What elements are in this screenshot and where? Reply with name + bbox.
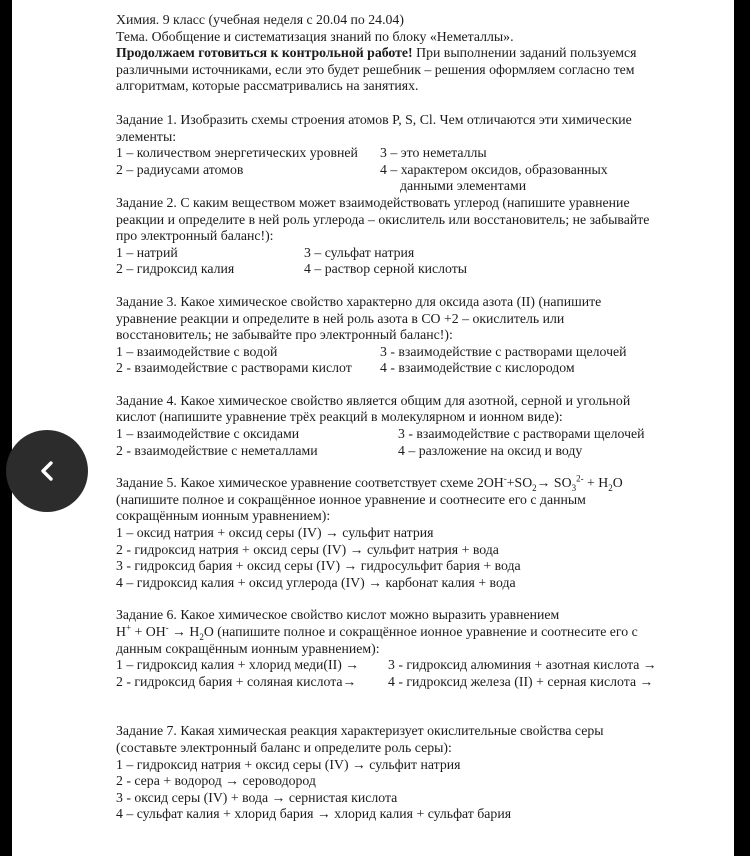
task1-option-3: 3 – это неметаллы <box>380 145 487 161</box>
task6-option-4: 4 - гидроксид железа (II) + серная кислота → <box>388 673 654 689</box>
formula-sup: - <box>165 622 169 633</box>
task5-question-3: сокращённым ионным уравнением): <box>116 508 331 524</box>
formula-part: +SO <box>506 475 533 491</box>
task1-option-2: 2 – радиусами атомов <box>116 161 244 177</box>
task2-question-3: про электронный баланс!): <box>116 228 274 244</box>
task5-question-1 <box>116 475 696 492</box>
back-button[interactable] <box>6 430 88 512</box>
task7-option-4: 4 – сульфат калия + хлорид бария → хлорид калия + сульфат бария <box>116 806 512 822</box>
task1-question-2: элементы: <box>116 128 177 144</box>
task4-option-4: 4 – разложение на оксид и воду <box>398 442 583 458</box>
task2-row-2 <box>116 261 696 278</box>
task6-option-2: 2 - гидроксид бария + соляная кислота→ <box>116 673 357 689</box>
intro-line-1 <box>116 45 696 62</box>
formula-sub: 2 <box>532 483 537 493</box>
task2-question-2: реакции и определите в ней роль углерода – окислитель или восстановитель; не забывайте <box>116 211 650 227</box>
intro-line-3: алгоритмам, которые рассматривались на занятиях. <box>116 78 419 94</box>
task6-row-2 <box>116 674 696 691</box>
formula-part: → H <box>168 624 200 639</box>
formula-sup: 2- <box>576 473 584 484</box>
task6-row-1 <box>116 657 696 674</box>
task1-row-1 <box>116 145 696 162</box>
task6-question-2 <box>116 624 696 641</box>
task6-question-1: Задание 6. Какое химическое свойство кислот можно выразить уравнением <box>116 607 560 623</box>
task4-question-2: кислот (напишите уравнение трёх реакций в молекулярном и ионном виде): <box>116 409 563 425</box>
formula-part: O <box>612 475 623 491</box>
task4-option-1: 1 – взаимодействие с оксидами <box>116 426 300 442</box>
formula-sub: 2 <box>199 631 204 642</box>
task2-option-3: 3 – сульфат натрия <box>304 244 415 260</box>
task5-q-text: Задание 5. Какое химическое уравнение соответствует схеме 2OH <box>116 475 504 491</box>
task4-row-1 <box>116 426 696 443</box>
task3-question-1: Задание 3. Какое химическое свойство характерно для оксида азота (II) (напишите <box>116 293 602 309</box>
formula-part: + OH <box>131 624 166 639</box>
task5-question-2: (напишите полное и сокращённое ионное уравнение и соотнесите его с данным <box>116 491 586 507</box>
task7-option-2: 2 - сера + водород → сероводород <box>116 773 316 789</box>
formula-sup: - <box>503 473 507 484</box>
task2-option-1: 1 – натрий <box>116 244 178 260</box>
task1-question-1: Задание 1. Изобразить схемы строения атомов P, S, Cl. Чем отличаются эти химические <box>116 111 632 127</box>
task5-option-2: 2 - гидроксид натрия + оксид серы (IV) → сульфит натрия + вода <box>116 541 499 557</box>
formula-sup: + <box>125 622 132 633</box>
task3-question-3: восстановитель; не забывайте про электронный баланс!): <box>116 327 453 343</box>
task5-option-3: 3 - гидроксид бария + оксид серы (IV) → гидросульфит бария + вода <box>116 558 521 574</box>
task2-option-4: 4 – раствор серной кислоты <box>304 261 468 277</box>
formula-part: → SO <box>536 475 572 491</box>
formula-part: + H <box>583 475 609 491</box>
formula-part: H <box>116 624 126 639</box>
task3-option-1: 1 – взаимодействие с водой <box>116 343 278 359</box>
formula-sub: 2 <box>608 483 613 493</box>
task7-question-2: (составьте электронный баланс и определите роль серы): <box>116 739 452 755</box>
intro-bold: Продолжаем готовиться к контрольной работе! <box>116 45 413 61</box>
task2-option-2: 2 – гидроксид калия <box>116 261 235 277</box>
task4-row-2 <box>116 443 696 460</box>
task1-option-4: 4 – характером оксидов, образованных <box>380 161 608 177</box>
task6-option-3: 3 - гидроксид алюминия + азотная кислота → <box>388 657 657 673</box>
task4-option-2: 2 - взаимодействие с неметаллами <box>116 442 318 458</box>
task3-option-2: 2 - взаимодействие с растворами кислот <box>116 360 352 376</box>
task7-option-1: 1 – гидроксид натрия + оксид серы (IV) → сульфит натрия <box>116 756 461 772</box>
task5-option-4: 4 – гидроксид калия + оксид углерода (IV) → карбонат калия + вода <box>116 574 516 590</box>
task1-option-4-cont: данными элементами <box>400 178 527 194</box>
task7-option-3: 3 - оксид серы (IV) + вода → сернистая кислота <box>116 789 398 805</box>
task6-q-text: O (напишите полное и сокращённое ионное уравнение и соотнесите его с <box>203 624 638 639</box>
header-line-1: Химия. 9 класс (учебная неделя с 20.04 по 24.04) <box>116 12 404 27</box>
task7-question-1: Задание 7. Какая химическая реакция характеризует окислительные свойства серы <box>116 723 604 739</box>
task3-option-3: 3 - взаимодействие с растворами щелочей <box>380 343 627 359</box>
task2-row-1 <box>116 245 696 262</box>
intro-line-2: различными источниками, если это будет решебник – решения оформляем согласно тем <box>116 61 635 77</box>
task1-option-1: 1 – количеством энергетических уровней <box>116 145 358 161</box>
task6-question-3: данным сокращённым ионным уравнением): <box>116 640 380 656</box>
task3-row-1 <box>116 344 696 361</box>
task1-row-2 <box>116 162 696 179</box>
chevron-left-icon <box>32 456 62 486</box>
task4-option-3: 3 - взаимодействие с растворами щелочей <box>398 426 645 442</box>
header-topic: Тема. Обобщение и систематизация знаний по блоку «Неметаллы». <box>116 28 514 44</box>
task3-option-4: 4 - взаимодействие с кислородом <box>380 360 575 376</box>
task4-question-1: Задание 4. Какое химическое свойство является общим для азотной, серной и угольной <box>116 392 631 408</box>
task3-question-2: уравнение реакции и определите в ней роль азота в CO +2 – окислитель или <box>116 310 565 326</box>
task5-option-1: 1 – оксид натрия + оксид серы (IV) → сульфит натрия <box>116 525 434 541</box>
task1-row-3 <box>116 178 696 195</box>
formula-sub: 3 <box>571 483 577 493</box>
task3-row-2 <box>116 360 696 377</box>
intro-rest: При выполнении заданий пользуемся <box>412 45 637 61</box>
task6-option-1: 1 – гидроксид калия + хлорид меди(II) → <box>116 657 360 673</box>
document-page <box>12 0 734 856</box>
document-text <box>116 12 696 823</box>
task2-question-1: Задание 2. С каким веществом может взаимодействовать углерод (напишите уравнение <box>116 194 630 210</box>
